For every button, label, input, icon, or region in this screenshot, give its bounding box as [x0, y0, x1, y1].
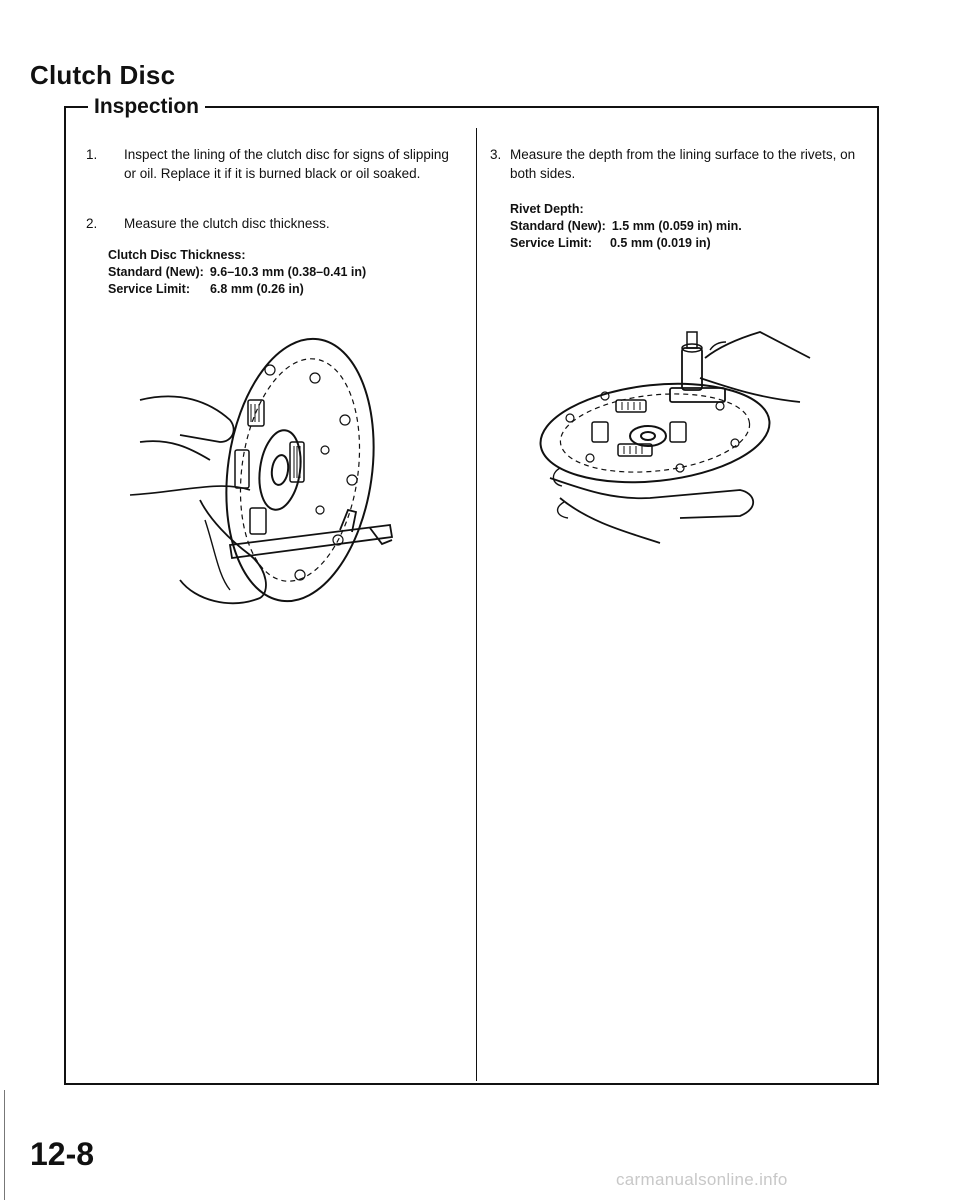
step-number: 3.	[490, 147, 502, 162]
clutch-disc-hub	[255, 428, 306, 513]
step-text: Inspect the lining of the clutch disc for signs of slipping or oil. Replace it if it is burned black or oil soaked.	[124, 147, 449, 181]
step-2	[86, 214, 454, 233]
right-hand	[180, 500, 266, 603]
spec-value: 0.5 mm (0.019 in)	[609, 236, 711, 250]
rivet-depth-spec	[510, 201, 870, 252]
step-number: 2.	[86, 216, 98, 231]
page-title: Clutch Disc	[30, 60, 176, 90]
spec-heading: Rivet Depth:	[510, 202, 584, 216]
margin-rule	[4, 1090, 5, 1200]
damper-spring	[592, 422, 608, 442]
spec-row-standard	[510, 218, 870, 235]
spec-label: Standard (New):	[108, 265, 204, 279]
clutch-disc-outer-edge	[536, 373, 775, 493]
frame-right-border	[877, 106, 879, 1083]
damper-spring	[616, 400, 646, 412]
spec-label: Standard (New):	[510, 219, 606, 233]
bottom-hand	[550, 478, 753, 543]
spec-value: 9.6–10.3 mm (0.38–0.41 in)	[209, 265, 367, 279]
left-hand	[140, 396, 234, 460]
page-number: 12-8	[30, 1136, 95, 1172]
top-hand	[700, 332, 810, 402]
step-number: 1.	[86, 147, 98, 162]
spec-row-limit	[510, 235, 870, 252]
rivet-depth-gauge-illustration	[530, 318, 820, 548]
clutch-disc-caliper-illustration	[120, 330, 420, 620]
watermark: carmanualsonline.info	[616, 1170, 788, 1189]
damper-spring	[250, 508, 266, 534]
spec-row-standard	[108, 264, 468, 281]
spec-row-limit	[108, 281, 468, 298]
spec-value: 6.8 mm (0.26 in)	[209, 282, 304, 296]
step-text: Measure the clutch disc thickness.	[124, 216, 330, 231]
frame-bottom-border	[64, 1083, 879, 1085]
spec-heading: Clutch Disc Thickness:	[108, 248, 246, 262]
frame-left-border	[64, 106, 66, 1083]
step-3	[490, 145, 860, 183]
column-divider	[476, 128, 477, 1081]
step-text: Measure the depth from the lining surface to the rivets, on both sides.	[510, 147, 856, 181]
spec-label: Service Limit:	[510, 236, 592, 250]
section-heading: Inspection	[88, 95, 205, 119]
damper-spring	[670, 422, 686, 442]
clutch-disc-hub	[630, 426, 666, 446]
spec-value: 1.5 mm (0.059 in) min.	[611, 219, 742, 233]
thickness-spec	[108, 247, 468, 298]
spec-label: Service Limit:	[108, 282, 190, 296]
damper-spring	[235, 450, 249, 488]
caliper-beam	[230, 525, 392, 558]
step-1	[86, 145, 454, 183]
